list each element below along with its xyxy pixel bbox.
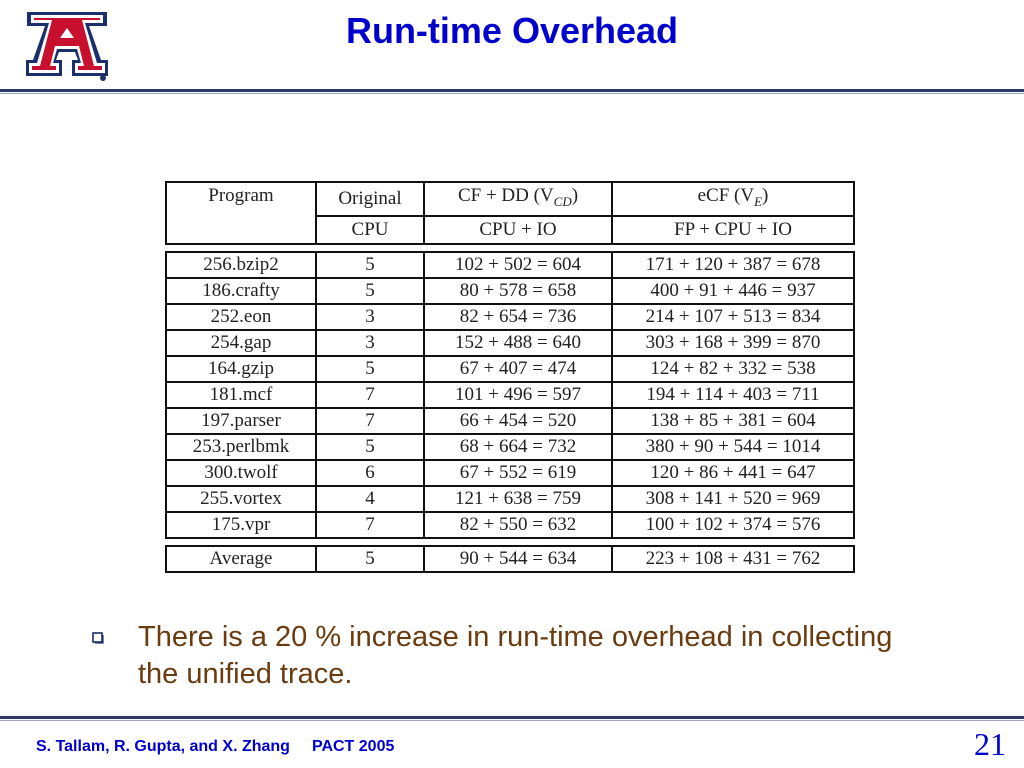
table-cell-program: 164.gzip [166,356,316,382]
header-rule [0,89,1024,92]
table-row [166,486,854,512]
column-header-ecf [612,182,854,216]
table-cell-program: 254.gap [166,330,316,356]
footer-rule [0,716,1024,719]
table-cell-cpu: 5 [316,546,424,572]
table-row [166,252,854,278]
table-cell-ecf: 171 + 120 + 387 = 678 [612,252,854,278]
ecf-close: ) [762,185,769,206]
table-cell-cf-dd: 66 + 454 = 520 [424,408,612,434]
ecf-subscript: E [754,193,763,209]
bullet-box-icon [92,632,104,644]
table-cell-program: 197.parser [166,408,316,434]
table-row [166,460,854,486]
footer [36,738,416,756]
header-rule-thin [0,93,1024,94]
table-cell-cpu: 7 [316,512,424,538]
column-header-program: Program [166,182,316,244]
table-cell-ecf: 223 + 108 + 431 = 762 [612,546,854,572]
bullet-point: There is a 20 % increase in run-time overhead in collecting the unified trace. [138,621,893,690]
table-row [166,434,854,460]
table-cell-program: 252.eon [166,304,316,330]
table-cell-program: 255.vortex [166,486,316,512]
table-row [166,330,854,356]
ecf-label: eCF (V [697,185,755,206]
table-cell-cf-dd: 152 + 488 = 640 [424,330,612,356]
table-cell-cf-dd: 82 + 550 = 632 [424,512,612,538]
cf-dd-close: ) [571,185,579,206]
table-row-average [166,546,854,572]
slide-title: Run-time Overhead [345,10,679,51]
table-cell-cpu: 5 [316,434,424,460]
table-cell-program: Average [166,546,316,572]
table-cell-cf-dd: 82 + 654 = 736 [424,304,612,330]
subheader-fp-cpu-io: FP + CPU + IO [612,216,854,244]
table-gap [166,244,854,252]
table-row [166,356,854,382]
table-row [166,304,854,330]
table-cell-ecf: 100 + 102 + 374 = 576 [612,512,854,538]
cf-dd-label: CF + DD (V [457,185,554,206]
table-row [166,408,854,434]
table-cell-program: 253.perlbmk [166,434,316,460]
table-cell-cpu: 5 [316,356,424,382]
table-cell-ecf: 124 + 82 + 332 = 538 [612,356,854,382]
table-gap [166,538,854,546]
table-cell-cpu: 7 [316,408,424,434]
table-cell-cf-dd: 68 + 664 = 732 [424,434,612,460]
column-header-original: Original [316,182,424,216]
overhead-table [165,181,855,573]
table-cell-ecf: 380 + 90 + 544 = 1014 [612,434,854,460]
subheader-cpu-io: CPU + IO [424,216,612,244]
table-cell-cf-dd: 102 + 502 = 604 [424,252,612,278]
table-cell-cf-dd: 67 + 552 = 619 [424,460,612,486]
table-cell-cpu: 5 [316,278,424,304]
table-cell-ecf: 194 + 114 + 403 = 711 [612,382,854,408]
table-cell-cf-dd: 80 + 578 = 658 [424,278,612,304]
table-header-row [166,182,854,216]
table-cell-ecf: 303 + 168 + 399 = 870 [612,330,854,356]
table-cell-ecf: 138 + 85 + 381 = 604 [612,408,854,434]
table-cell-ecf: 400 + 91 + 446 = 937 [612,278,854,304]
column-header-cf-dd [424,182,612,216]
cf-dd-subscript: CD [553,193,572,209]
table-row [166,278,854,304]
table-row [166,382,854,408]
table-cell-cpu: 3 [316,304,424,330]
subheader-cpu: CPU [316,216,424,244]
table-cell-cpu: 3 [316,330,424,356]
table-cell-cf-dd: 90 + 544 = 634 [424,546,612,572]
table-cell-cf-dd: 121 + 638 = 759 [424,486,612,512]
table-cell-cf-dd: 101 + 496 = 597 [424,382,612,408]
footer-venue: PACT 2005 [311,738,395,755]
table-cell-ecf: 308 + 141 + 520 = 969 [612,486,854,512]
table-cell-cpu: 6 [316,460,424,486]
table-cell-ecf: 120 + 86 + 441 = 647 [612,460,854,486]
table-cell-cf-dd: 67 + 407 = 474 [424,356,612,382]
table-cell-program: 300.twolf [166,460,316,486]
page-number: 21 [974,726,1006,762]
table-cell-ecf: 214 + 107 + 513 = 834 [612,304,854,330]
table-row [166,512,854,538]
table-cell-program: 181.mcf [166,382,316,408]
table-cell-cpu: 4 [316,486,424,512]
table-cell-program: 186.crafty [166,278,316,304]
footer-rule-thin [0,720,1024,721]
table-cell-cpu: 5 [316,252,424,278]
table-cell-cpu: 7 [316,382,424,408]
table-cell-program: 256.bzip2 [166,252,316,278]
footer-authors: S. Tallam, R. Gupta, and X. Zhang [36,738,290,755]
table-cell-program: 175.vpr [166,512,316,538]
